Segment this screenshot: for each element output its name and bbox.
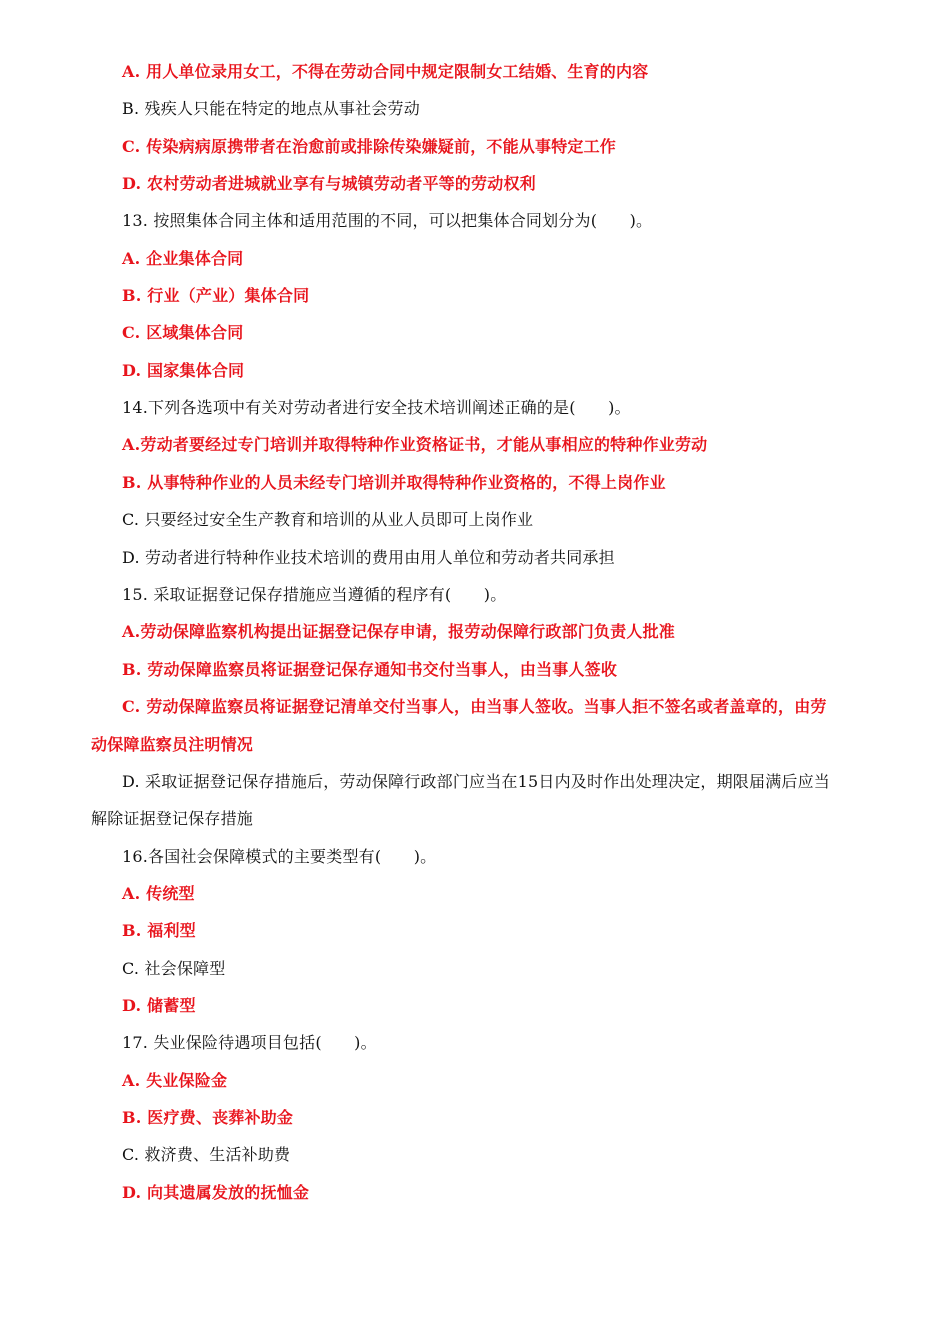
question-line: 15. 采取证据登记保存措施应当遵循的程序有( )。 [122, 585, 507, 604]
option-line: A. 企业集体合同 [122, 249, 244, 268]
option-line: C. 传染病病原携带者在治愈前或排除传染嫌疑前，不能从事特定工作 [122, 137, 616, 156]
option-line-continuation: 动保障监察员注明情况 [91, 735, 254, 754]
option-line: B. 残疾人只能在特定的地点从事社会劳动 [122, 99, 420, 118]
question-line: 17. 失业保险待遇项目包括( )。 [122, 1033, 377, 1052]
question-line: 13. 按照集体合同主体和适用范围的不同，可以把集体合同划分为( )。 [122, 211, 653, 230]
option-line: D. 采取证据登记保存措施后，劳动保障行政部门应当在15日内及时作出处理决定，期限届满后应当 [122, 772, 830, 791]
option-line: C. 只要经过安全生产教育和培训的从业人员即可上岗作业 [122, 510, 534, 529]
option-line-continuation: 解除证据登记保存措施 [91, 809, 254, 828]
option-line: A.劳动者要经过专门培训并取得特种作业资格证书，才能从事相应的特种作业劳动 [122, 435, 708, 454]
option-line: B. 行业（产业）集体合同 [122, 286, 310, 305]
option-line: C. 救济费、生活补助费 [122, 1145, 291, 1164]
option-line: A. 传统型 [122, 884, 195, 903]
option-line: A.劳动保障监察机构提出证据登记保存申请，报劳动保障行政部门负责人批准 [122, 622, 675, 641]
option-line: D. 农村劳动者进城就业享有与城镇劳动者平等的劳动权利 [122, 174, 536, 193]
option-line: D. 储蓄型 [122, 996, 196, 1015]
option-line: A. 用人单位录用女工，不得在劳动合同中规定限制女工结婚、生育的内容 [122, 62, 649, 81]
option-line: D. 劳动者进行特种作业技术培训的费用由用人单位和劳动者共同承担 [122, 548, 615, 567]
option-line: B. 福利型 [122, 921, 196, 940]
option-line: D. 向其遗属发放的抚恤金 [122, 1183, 310, 1202]
question-line: 16.各国社会保障模式的主要类型有( )。 [122, 847, 437, 866]
option-line: C. 区域集体合同 [122, 323, 244, 342]
option-line: A. 失业保险金 [122, 1071, 228, 1090]
option-line: C. 社会保障型 [122, 959, 226, 978]
option-line: C. 劳动保障监察员将证据登记清单交付当事人，由当事人签收。当事人拒不签名或者盖章的，由劳 [122, 697, 827, 716]
option-line: B. 劳动保障监察员将证据登记保存通知书交付当事人，由当事人签收 [122, 660, 618, 679]
question-line: 14.下列各选项中有关对劳动者进行安全技术培训阐述正确的是( )。 [122, 398, 631, 417]
option-line: B. 医疗费、丧葬补助金 [122, 1108, 294, 1127]
option-line: B. 从事特种作业的人员未经专门培训并取得特种作业资格的，不得上岗作业 [122, 473, 666, 492]
option-line: D. 国家集体合同 [122, 361, 245, 380]
